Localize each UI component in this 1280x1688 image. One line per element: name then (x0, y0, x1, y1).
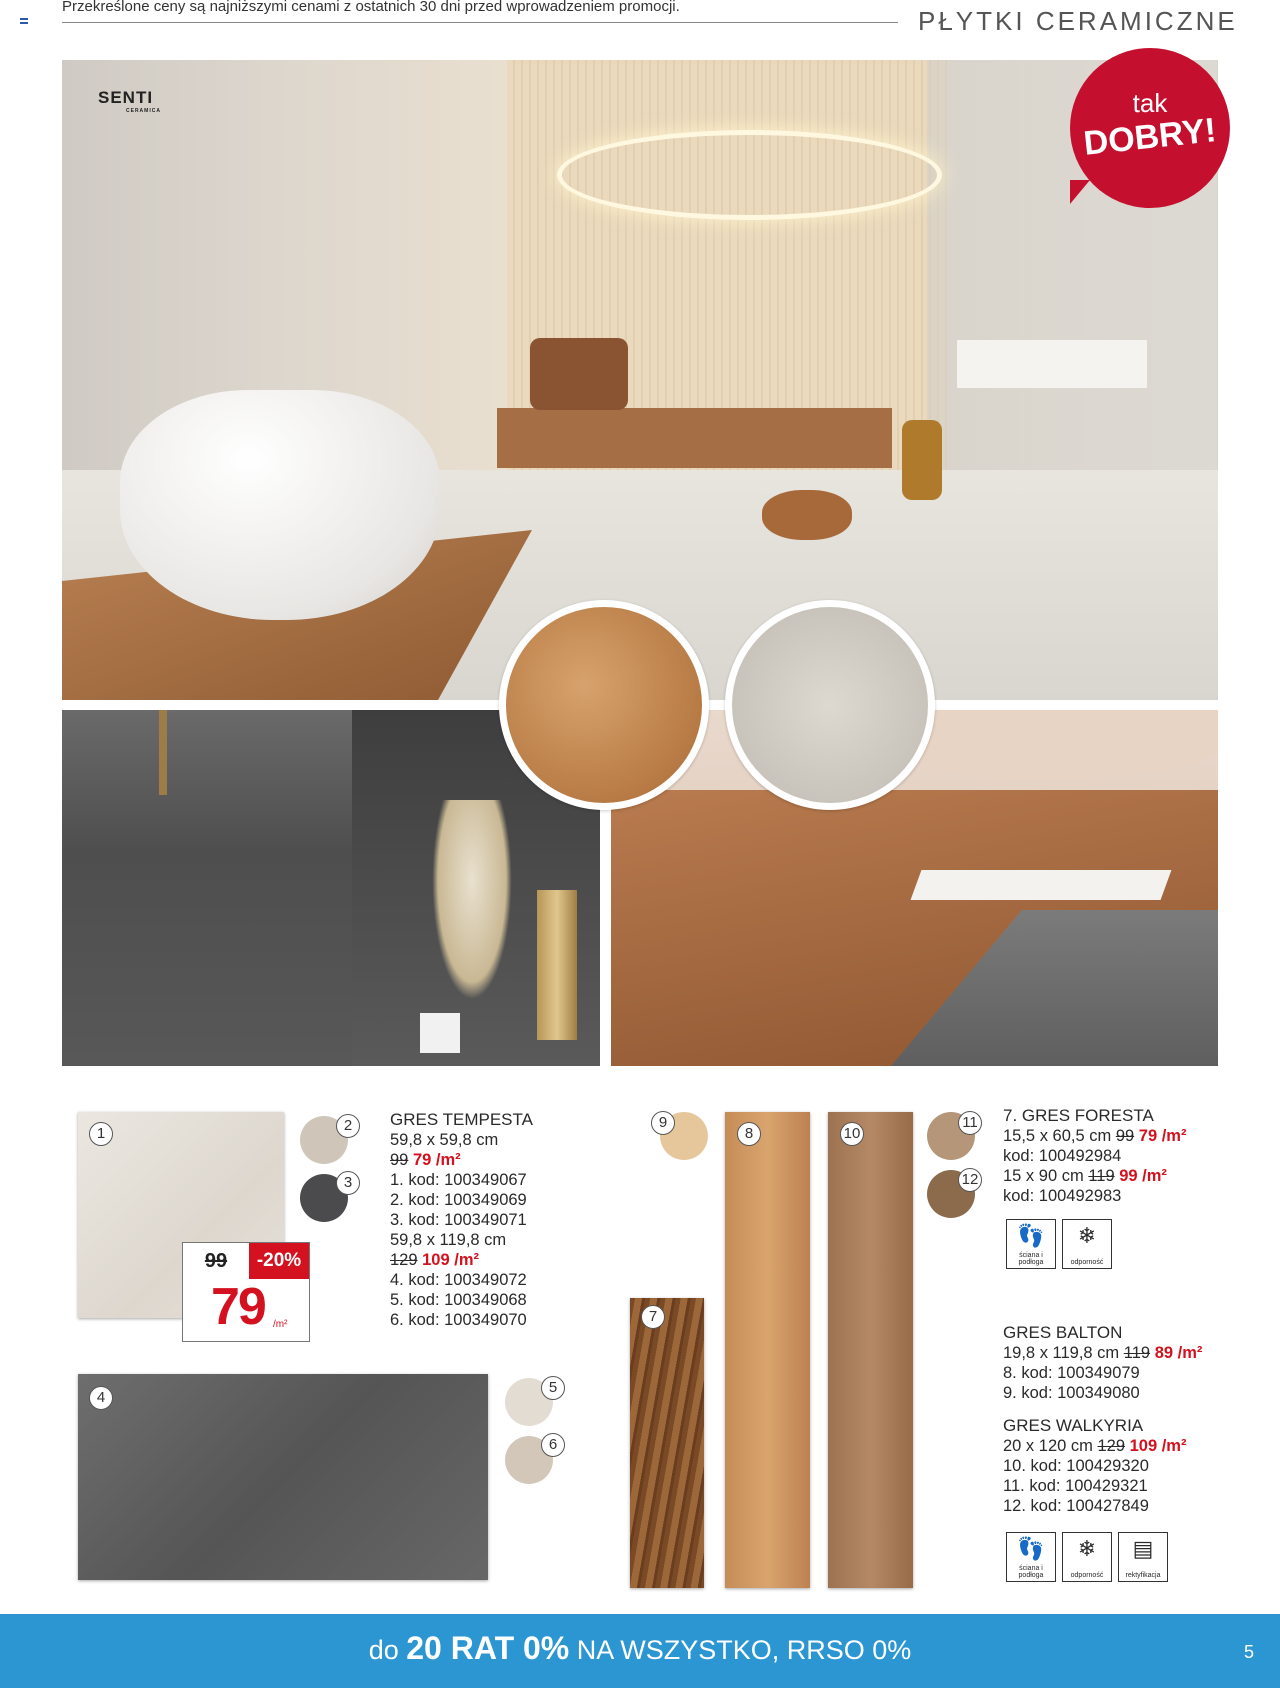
brand-logo-text: SENTI (98, 88, 154, 107)
code-index: 9. (1003, 1384, 1017, 1402)
product-code: kod: 100427849 (1030, 1497, 1149, 1515)
brand-logo (98, 88, 161, 114)
product-code: kod: 100429321 (1029, 1477, 1148, 1495)
new-price: 79 /m² (1138, 1127, 1187, 1145)
product-code: kod: 100349067 (408, 1171, 527, 1189)
badge-line2: DOBRY! (1081, 111, 1218, 163)
balton-info (1003, 1323, 1273, 1403)
code-index: 8. (1003, 1364, 1017, 1382)
foresta-info (1003, 1106, 1273, 1206)
offer-highlight: 20 RAT 0% (406, 1630, 570, 1666)
frost-glyph: ❄ (1077, 1223, 1097, 1248)
product-code: kod: 100349079 (1021, 1364, 1140, 1382)
old-price: 119 (1123, 1344, 1151, 1362)
bathroom-photo (62, 60, 1218, 700)
walkyria-feature-icons (1006, 1532, 1168, 1582)
code-index: 3. (390, 1211, 404, 1229)
old-price: 129 (1097, 1437, 1126, 1455)
code-index: 6. (390, 1311, 404, 1329)
frost-icon (1062, 1219, 1112, 1269)
rectified-glyph: ▤ (1132, 1536, 1154, 1561)
wall-floor-glyph: 👣 (1017, 1223, 1045, 1248)
old-price: 119 (1088, 1167, 1115, 1185)
product-size: 20 x 120 cm (1003, 1437, 1093, 1455)
tak-dobry-badge (1070, 48, 1230, 208)
section-title: PŁYTKI CERAMICZNE (918, 6, 1238, 36)
wall-floor-icon (1006, 1219, 1056, 1269)
product-name: GRES BALTON (1003, 1323, 1123, 1342)
icon-caption: odporność (1070, 1572, 1104, 1579)
swatch-number-5: 5 (541, 1376, 565, 1400)
icon-caption: rektyfikacja (1125, 1572, 1161, 1579)
old-price: 99 (1115, 1127, 1135, 1145)
product-code: kod: 100349080 (1021, 1384, 1140, 1402)
product-name: GRES TEMPESTA (390, 1110, 533, 1129)
icon-caption: ściana i podłoga (1018, 1565, 1044, 1579)
flag-icon (20, 18, 28, 24)
product-name: 7. GRES FORESTA (1003, 1106, 1154, 1125)
code-index: 1. (390, 1171, 404, 1189)
code-index: 4. (390, 1271, 404, 1289)
swatch-number-7: 7 (641, 1305, 665, 1329)
swatch-number-4: 4 (89, 1386, 113, 1410)
header-divider (62, 22, 898, 23)
code-index: 10. (1003, 1457, 1026, 1475)
product-code: kod: 100349072 (408, 1271, 527, 1289)
product-code: kod: 100492984 (1003, 1147, 1122, 1165)
swatch-number-12: 12 (958, 1168, 982, 1192)
tile-swatch-8 (725, 1112, 810, 1588)
product-size: 19,8 x 119,8 cm (1003, 1344, 1120, 1362)
foresta-feature-icons (1006, 1219, 1112, 1269)
swatch-number-9: 9 (651, 1111, 675, 1135)
tempesta-info (390, 1110, 610, 1330)
discount-badge: -20% (249, 1243, 309, 1279)
frost-glyph: ❄ (1077, 1536, 1097, 1561)
tile-swatch-7 (630, 1298, 704, 1588)
badge-tail (1070, 180, 1090, 204)
installment-offer (0, 1630, 1280, 1667)
wood-texture-sample (499, 600, 709, 810)
product-size: 59,8 x 59,8 cm (390, 1131, 499, 1149)
swatch-number-3: 3 (336, 1171, 360, 1195)
product-code: kod: 100349071 (408, 1211, 527, 1229)
walkyria-info (1003, 1416, 1273, 1516)
code-index: 5. (390, 1291, 404, 1309)
swatch-number-11: 11 (958, 1111, 982, 1135)
new-price: 109 /m² (1129, 1437, 1187, 1455)
price-disclaimer: Przekreślone ceny są najniższymi cenami z ostatnich 30 dni przed wprowadzeniem promocji. (62, 0, 680, 15)
wall-floor-icon (1006, 1532, 1056, 1582)
product-code: kod: 100492983 (1003, 1187, 1122, 1205)
product-code: kod: 100349070 (408, 1311, 527, 1329)
old-price: 99 (390, 1151, 409, 1169)
stone-texture-sample (725, 600, 935, 810)
tile-swatch-4 (78, 1374, 488, 1580)
old-price: 129 (390, 1251, 418, 1269)
swatch-number-2: 2 (336, 1114, 360, 1138)
swatch-number-6: 6 (541, 1433, 565, 1457)
price-box-unit: /m² (273, 1319, 288, 1330)
price-box-old: 99 (204, 1250, 228, 1272)
code-index: 11. (1003, 1477, 1025, 1495)
page-number: 5 (1243, 1642, 1254, 1662)
icon-caption: ściana i podłoga (1018, 1252, 1044, 1266)
price-box-new: 79 (211, 1278, 265, 1336)
swatch-number-8: 8 (737, 1122, 761, 1146)
offer-suffix: NA WSZYSTKO, RRSO 0% (569, 1635, 912, 1665)
footer-banner (0, 1614, 1280, 1688)
swatch-number-1: 1 (89, 1122, 113, 1146)
wall-floor-glyph: 👣 (1017, 1536, 1045, 1561)
product-size: 15,5 x 60,5 cm (1003, 1127, 1112, 1145)
badge-line1: tak (1132, 88, 1168, 118)
swatch-number-10: 10 (840, 1122, 864, 1146)
product-name: GRES WALKYRIA (1003, 1416, 1144, 1435)
new-price: 99 /m² (1119, 1167, 1167, 1185)
brand-logo-subtitle: CERAMICA (126, 108, 161, 114)
new-price: 79 /m² (412, 1151, 461, 1169)
code-index: 2. (390, 1191, 404, 1209)
icon-caption: odporność (1070, 1259, 1104, 1266)
offer-prefix: do (368, 1635, 407, 1665)
frost-icon (1062, 1532, 1112, 1582)
product-code: kod: 100349068 (408, 1291, 527, 1309)
product-code: kod: 100429320 (1030, 1457, 1149, 1475)
new-price: 89 /m² (1154, 1344, 1203, 1362)
product-size: 59,8 x 119,8 cm (390, 1231, 507, 1249)
product-size: 15 x 90 cm (1003, 1167, 1084, 1185)
rectified-icon (1118, 1532, 1168, 1582)
tile-swatch-10 (828, 1112, 913, 1588)
product-code: kod: 100349069 (408, 1191, 527, 1209)
price-box (182, 1242, 310, 1342)
code-index: 12. (1003, 1497, 1026, 1515)
new-price: 109 /m² (422, 1251, 479, 1269)
